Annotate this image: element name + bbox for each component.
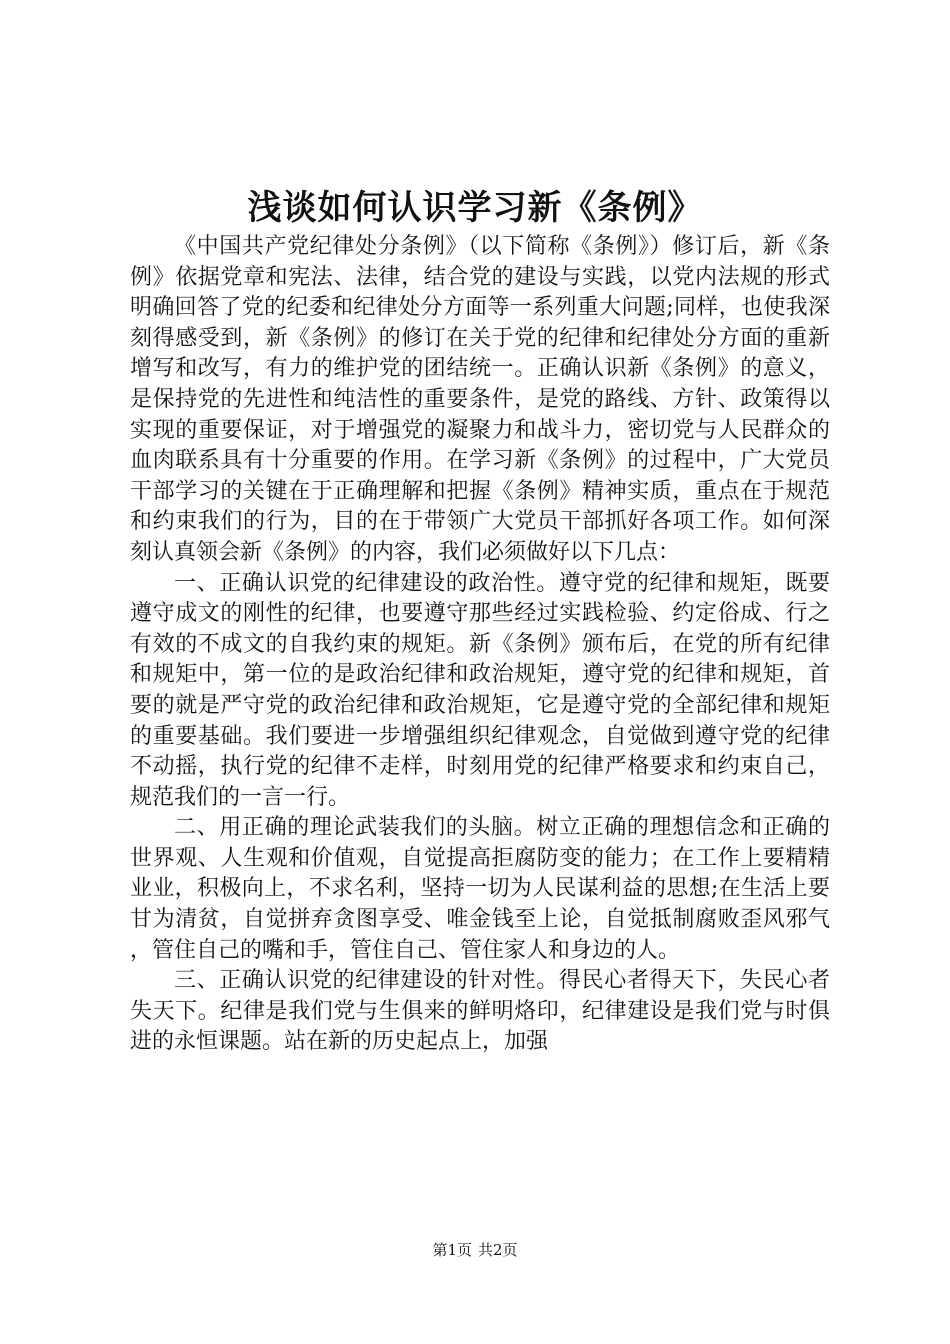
page-footer	[0, 1240, 950, 1260]
document-body	[130, 232, 830, 1182]
page-total: 共2页	[478, 1241, 518, 1259]
paragraph-intro: 《中国共产党纪律处分条例》（以下简称《条例》）修订后，新《条例》依据党章和宪法、法律，结合党的建设与实践，以党内法规的形式明确回答了党的纪委和纪律处分方面等一系列重大问题;同样，也使我深刻得感受到，新《条例》的修订在关于党的纪律和纪律处分方面的重新增写和改写，有力的维护党的团结统一。正确认识新《条例》的意义，是保持党的先进性和纯洁性的重要条件，是党的路线、方针、政策得以实现的重要保证，对于增强党的凝聚力和战斗力，密切党与人民群众的血肉联系具有十分重要的作用。在学习新《条例》的过程中，广大党员干部学习的关键在于正确理解和把握《条例》精神实质，重点在于规范和约束我们的行为，目的在于带领广大党员干部抓好各项工作。如何深刻认真领会新《条例》的内容，我们必须做好以下几点：	[130, 234, 830, 565]
paragraph-point-one: 一、正确认识党的纪律建设的政治性。遵守党的纪律和规矩，既要遵守成文的刚性的纪律，也要遵守那些经过实践检验、约定俗成、行之有效的不成文的自我约束的规矩。新《条例》颁布后，在党的所有纪律和规矩中，第一位的是政治纪律和政治规矩，遵守党的纪律和规矩，首要的就是严守党的政治纪律和政治规矩，它是遵守党的全部纪律和规矩的重要基础。我们要进一步增强组织纪律观念，自觉做到遵守党的纪律不动摇，执行党的纪律不走样，时刻用党的纪律严格要求和约束自己，规范我们的一言一行。	[130, 570, 830, 810]
paragraph-point-three: 三、正确认识党的纪律建设的针对性。得民心者得天下，失民心者失天下。纪律是我们党与生俱来的鲜明烙印，纪律建设是我们党与时俱进的永恒课题。站在新的历史起点上，加强	[130, 968, 830, 1055]
paragraph-point-two: 二、用正确的理论武装我们的头脑。树立正确的理想信念和正确的世界观、人生观和价值观，自觉提高拒腐防变的能力；在工作上要精精业业，积极向上，不求名利，坚持一切为人民谋利益的思想;在生活上要甘为清贫，自觉拼弃贪图享受、唯金钱至上论，自觉抵制腐败歪风邪气，管住自己的嘴和手，管住自己、管住家人和身边的人。	[130, 815, 830, 963]
page-number: 第1页	[432, 1241, 472, 1259]
document-title: 浅谈如何认识学习新《条例》	[247, 188, 703, 228]
